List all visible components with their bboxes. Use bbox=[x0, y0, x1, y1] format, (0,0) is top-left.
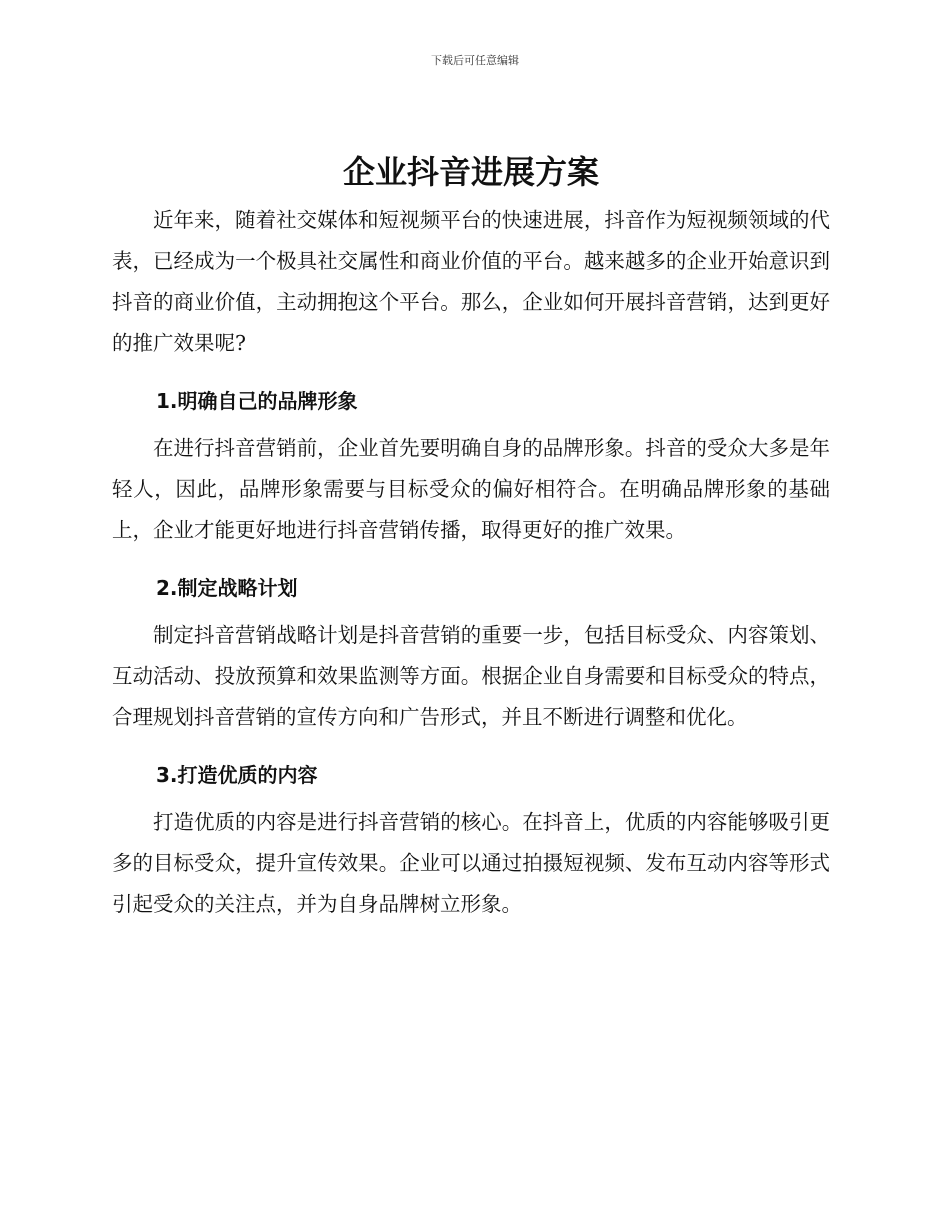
section-strategy-plan bbox=[112, 573, 830, 738]
document-body bbox=[112, 152, 830, 925]
intro-paragraph: 近年来，随着社交媒体和短视频平台的快速进展，抖音作为短视频领域的代表，已经成为一个极具社交属性和商业价值的平台。越来越多的企业开始意识到抖音的商业价值，主动拥抱这个平台。那么，企业如何开展抖音营销，达到更好的推广效果呢? bbox=[112, 208, 830, 355]
section-heading: 1.明确自己的品牌形象 bbox=[156, 389, 358, 413]
section-paragraph: 在进行抖音营销前，企业首先要明确自身的品牌形象。抖音的受众大多是年轻人，因此，品牌形象需要与目标受众的偏好相符合。在明确品牌形象的基础上，企业才能更好地进行抖音营销传播，取得更好的推广效果。 bbox=[112, 436, 830, 542]
section-paragraph: 打造优质的内容是进行抖音营销的核心。在抖音上，优质的内容能够吸引更多的目标受众，提升宣传效果。企业可以通过拍摄短视频、发布互动内容等形式引起受众的关注点，并为自身品牌树立形象。 bbox=[112, 810, 830, 916]
section-quality-content bbox=[112, 760, 830, 925]
section-heading: 2.制定战略计划 bbox=[156, 576, 298, 600]
document-title: 企业抖音进展方案 bbox=[342, 153, 599, 191]
section-heading: 3.打造优质的内容 bbox=[156, 763, 318, 787]
page-header-note: 下载后可任意编辑 bbox=[431, 54, 519, 67]
section-brand-image bbox=[112, 386, 830, 551]
section-paragraph: 制定抖音营销战略计划是抖音营销的重要一步，包括目标受众、内容策划、互动活动、投放预算和效果监测等方面。根据企业自身需要和目标受众的特点，合理规划抖音营销的宣传方向和广告形式，并且不断进行调整和优化。 bbox=[112, 623, 830, 729]
